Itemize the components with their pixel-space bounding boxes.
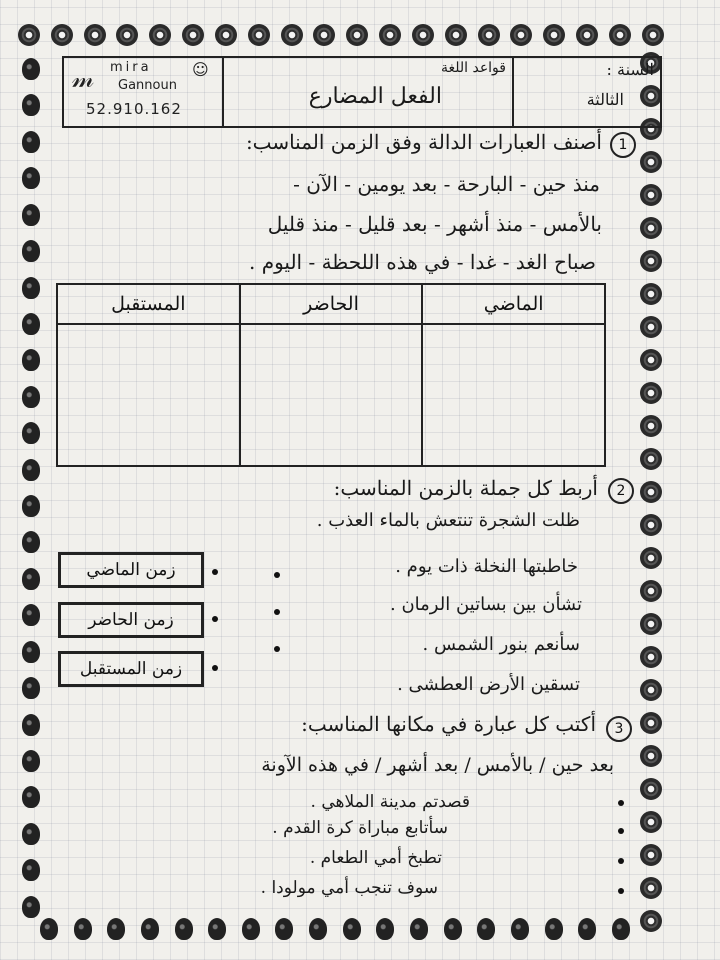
- flower-ornament-icon: [640, 811, 662, 833]
- exercise3-number: 3: [606, 716, 632, 742]
- answer-dot: [618, 888, 624, 894]
- berry-ornament-icon: [40, 918, 58, 940]
- exercise3-sentence: تطبخ أمي الطعام .: [309, 848, 442, 868]
- exercise2-sentence: سأنعم بنور الشمس .: [422, 634, 580, 655]
- berry-ornament-icon: [22, 313, 40, 335]
- exercise2-instruction: أربط كل جملة بالزمن المناسب:: [333, 476, 598, 500]
- berry-ornament-icon: [242, 918, 260, 940]
- berry-ornament-icon: [22, 859, 40, 881]
- match-dot: [274, 572, 280, 578]
- flower-ornament-icon: [640, 349, 662, 371]
- time-box-present: زمن الحاضر: [58, 602, 204, 638]
- future-column: [58, 285, 239, 465]
- flower-ornament-icon: [640, 283, 662, 305]
- berry-ornament-icon: [376, 918, 394, 940]
- exercise2-sentence: تشأن بين بساتين الرمان .: [390, 594, 582, 615]
- author-first-name: mira: [110, 60, 152, 75]
- flower-ornament-icon: [640, 514, 662, 536]
- author-cell: [64, 58, 222, 126]
- flower-ornament-icon: [609, 24, 631, 46]
- flower-ornament-icon: [640, 646, 662, 668]
- flower-ornament-icon: [640, 580, 662, 602]
- author-phone: 52.910.162: [86, 100, 182, 118]
- berry-ornament-icon: [22, 568, 40, 590]
- berry-ornament-icon: [22, 459, 40, 481]
- berry-ornament-icon: [22, 714, 40, 736]
- flower-ornament-icon: [640, 382, 662, 404]
- exercise3-sentence: سوف تنجب أمي مولودا .: [260, 878, 438, 898]
- berry-ornament-icon: [141, 918, 159, 940]
- past-column: [421, 285, 604, 465]
- flower-ornament-icon: [640, 778, 662, 800]
- flower-ornament-icon: [346, 24, 368, 46]
- flower-ornament-icon: [182, 24, 204, 46]
- time-box-future: زمن المستقبل: [58, 651, 204, 687]
- flower-ornament-icon: [281, 24, 303, 46]
- past-header: الماضي: [423, 285, 604, 325]
- berry-ornament-icon: [343, 918, 361, 940]
- flower-ornament-icon: [215, 24, 237, 46]
- flower-ornament-icon: [445, 24, 467, 46]
- future-header: المستقبل: [58, 285, 239, 325]
- berry-ornament-icon: [410, 918, 428, 940]
- exercise2-sentence: تسقين الأرض العطشى .: [397, 674, 580, 695]
- left-berry-border: [22, 58, 40, 918]
- berry-ornament-icon: [22, 167, 40, 189]
- exercise2-sentence: ظلت الشجرة تنتعش بالماء العذب .: [316, 510, 580, 531]
- berry-ornament-icon: [22, 750, 40, 772]
- flower-ornament-icon: [412, 24, 434, 46]
- berry-ornament-icon: [208, 918, 226, 940]
- exercise1-number: 1: [610, 132, 636, 158]
- flower-ornament-icon: [640, 217, 662, 239]
- answer-dot: [618, 800, 624, 806]
- berry-ornament-icon: [275, 918, 293, 940]
- flower-ornament-icon: [640, 745, 662, 767]
- flower-ornament-icon: [640, 481, 662, 503]
- berry-ornament-icon: [444, 918, 462, 940]
- berry-ornament-icon: [22, 349, 40, 371]
- match-dot: [212, 616, 218, 622]
- flower-ornament-icon: [640, 448, 662, 470]
- exercise1-expressions-line3: صباح الغد - غدا - في هذه اللحظة - اليوم .: [248, 250, 596, 274]
- flower-ornament-icon: [640, 316, 662, 338]
- match-dot: [274, 609, 280, 615]
- berry-ornament-icon: [22, 896, 40, 918]
- exercise3-sentence: قصدتم مدينة الملاهي .: [310, 792, 470, 812]
- level-cell: [512, 58, 660, 126]
- flower-ornament-icon: [640, 547, 662, 569]
- flower-ornament-icon: [640, 613, 662, 635]
- flower-ornament-icon: [640, 151, 662, 173]
- present-column: [239, 285, 422, 465]
- berry-ornament-icon: [22, 604, 40, 626]
- berry-ornament-icon: [22, 677, 40, 699]
- flower-ornament-icon: [84, 24, 106, 46]
- lesson-title: الفعل المضارع: [308, 84, 442, 109]
- exercise3-sentence: سأتابع مباراة كرة القدم .: [272, 818, 448, 838]
- berry-ornament-icon: [309, 918, 327, 940]
- match-dot: [212, 665, 218, 671]
- smiley-icon: ☺: [192, 60, 209, 79]
- right-flower-border: [640, 52, 662, 932]
- flower-ornament-icon: [642, 24, 664, 46]
- level-value: الثالثة: [586, 90, 624, 109]
- flower-ornament-icon: [640, 712, 662, 734]
- berry-ornament-icon: [22, 823, 40, 845]
- author-last-name: Gannoun: [118, 78, 177, 93]
- exercise2-number: 2: [608, 478, 634, 504]
- flower-ornament-icon: [478, 24, 500, 46]
- berry-ornament-icon: [22, 641, 40, 663]
- exercise3-instruction: أكتب كل عبارة في مكانها المناسب:: [301, 712, 596, 736]
- flower-ornament-icon: [51, 24, 73, 46]
- berry-ornament-icon: [22, 422, 40, 444]
- signature-icon: 𝓂: [72, 64, 95, 94]
- exercise2-sentence: خاطبتها النخلة ذات يوم .: [395, 556, 578, 577]
- flower-ornament-icon: [149, 24, 171, 46]
- answer-dot: [618, 858, 624, 864]
- flower-ornament-icon: [116, 24, 138, 46]
- level-label: السنة :: [606, 60, 654, 79]
- top-flower-border: [18, 24, 664, 46]
- flower-ornament-icon: [640, 184, 662, 206]
- berry-ornament-icon: [22, 786, 40, 808]
- flower-ornament-icon: [640, 844, 662, 866]
- exercise1-expressions-line1: منذ حين - البارحة - بعد يومين - الآن -: [293, 172, 600, 196]
- berry-ornament-icon: [107, 918, 125, 940]
- flower-ornament-icon: [640, 679, 662, 701]
- present-header: الحاضر: [241, 285, 422, 325]
- flower-ornament-icon: [379, 24, 401, 46]
- match-dot: [212, 569, 218, 575]
- berry-ornament-icon: [22, 240, 40, 262]
- flower-ornament-icon: [576, 24, 598, 46]
- flower-ornament-icon: [640, 910, 662, 932]
- berry-ornament-icon: [22, 531, 40, 553]
- flower-ornament-icon: [313, 24, 335, 46]
- berry-ornament-icon: [22, 204, 40, 226]
- berry-ornament-icon: [578, 918, 596, 940]
- lesson-cell: [222, 58, 512, 126]
- header-table: [62, 56, 662, 128]
- flower-ornament-icon: [640, 877, 662, 899]
- flower-ornament-icon: [543, 24, 565, 46]
- exercise3-options: بعد حين / بالأمس / بعد أشهر / في هذه الآونة: [261, 754, 614, 776]
- flower-ornament-icon: [640, 250, 662, 272]
- berry-ornament-icon: [22, 495, 40, 517]
- berry-ornament-icon: [22, 131, 40, 153]
- flower-ornament-icon: [248, 24, 270, 46]
- bottom-berry-border: [40, 918, 630, 940]
- flower-ornament-icon: [18, 24, 40, 46]
- match-dot: [274, 646, 280, 652]
- berry-ornament-icon: [22, 386, 40, 408]
- exercise1-instruction: أصنف العبارات الدالة وفق الزمن المناسب:: [245, 130, 602, 154]
- berry-ornament-icon: [175, 918, 193, 940]
- berry-ornament-icon: [22, 94, 40, 116]
- berry-ornament-icon: [545, 918, 563, 940]
- berry-ornament-icon: [511, 918, 529, 940]
- berry-ornament-icon: [74, 918, 92, 940]
- berry-ornament-icon: [22, 58, 40, 80]
- berry-ornament-icon: [612, 918, 630, 940]
- answer-dot: [618, 828, 624, 834]
- classification-table: [56, 283, 606, 467]
- subject-label: قواعد اللغة: [440, 60, 506, 76]
- berry-ornament-icon: [477, 918, 495, 940]
- berry-ornament-icon: [22, 277, 40, 299]
- flower-ornament-icon: [510, 24, 532, 46]
- time-box-past: زمن الماضي: [58, 552, 204, 588]
- exercise1-expressions-line2: بالأمس - منذ أشهر - بعد قليل - منذ قليل: [267, 212, 602, 236]
- flower-ornament-icon: [640, 415, 662, 437]
